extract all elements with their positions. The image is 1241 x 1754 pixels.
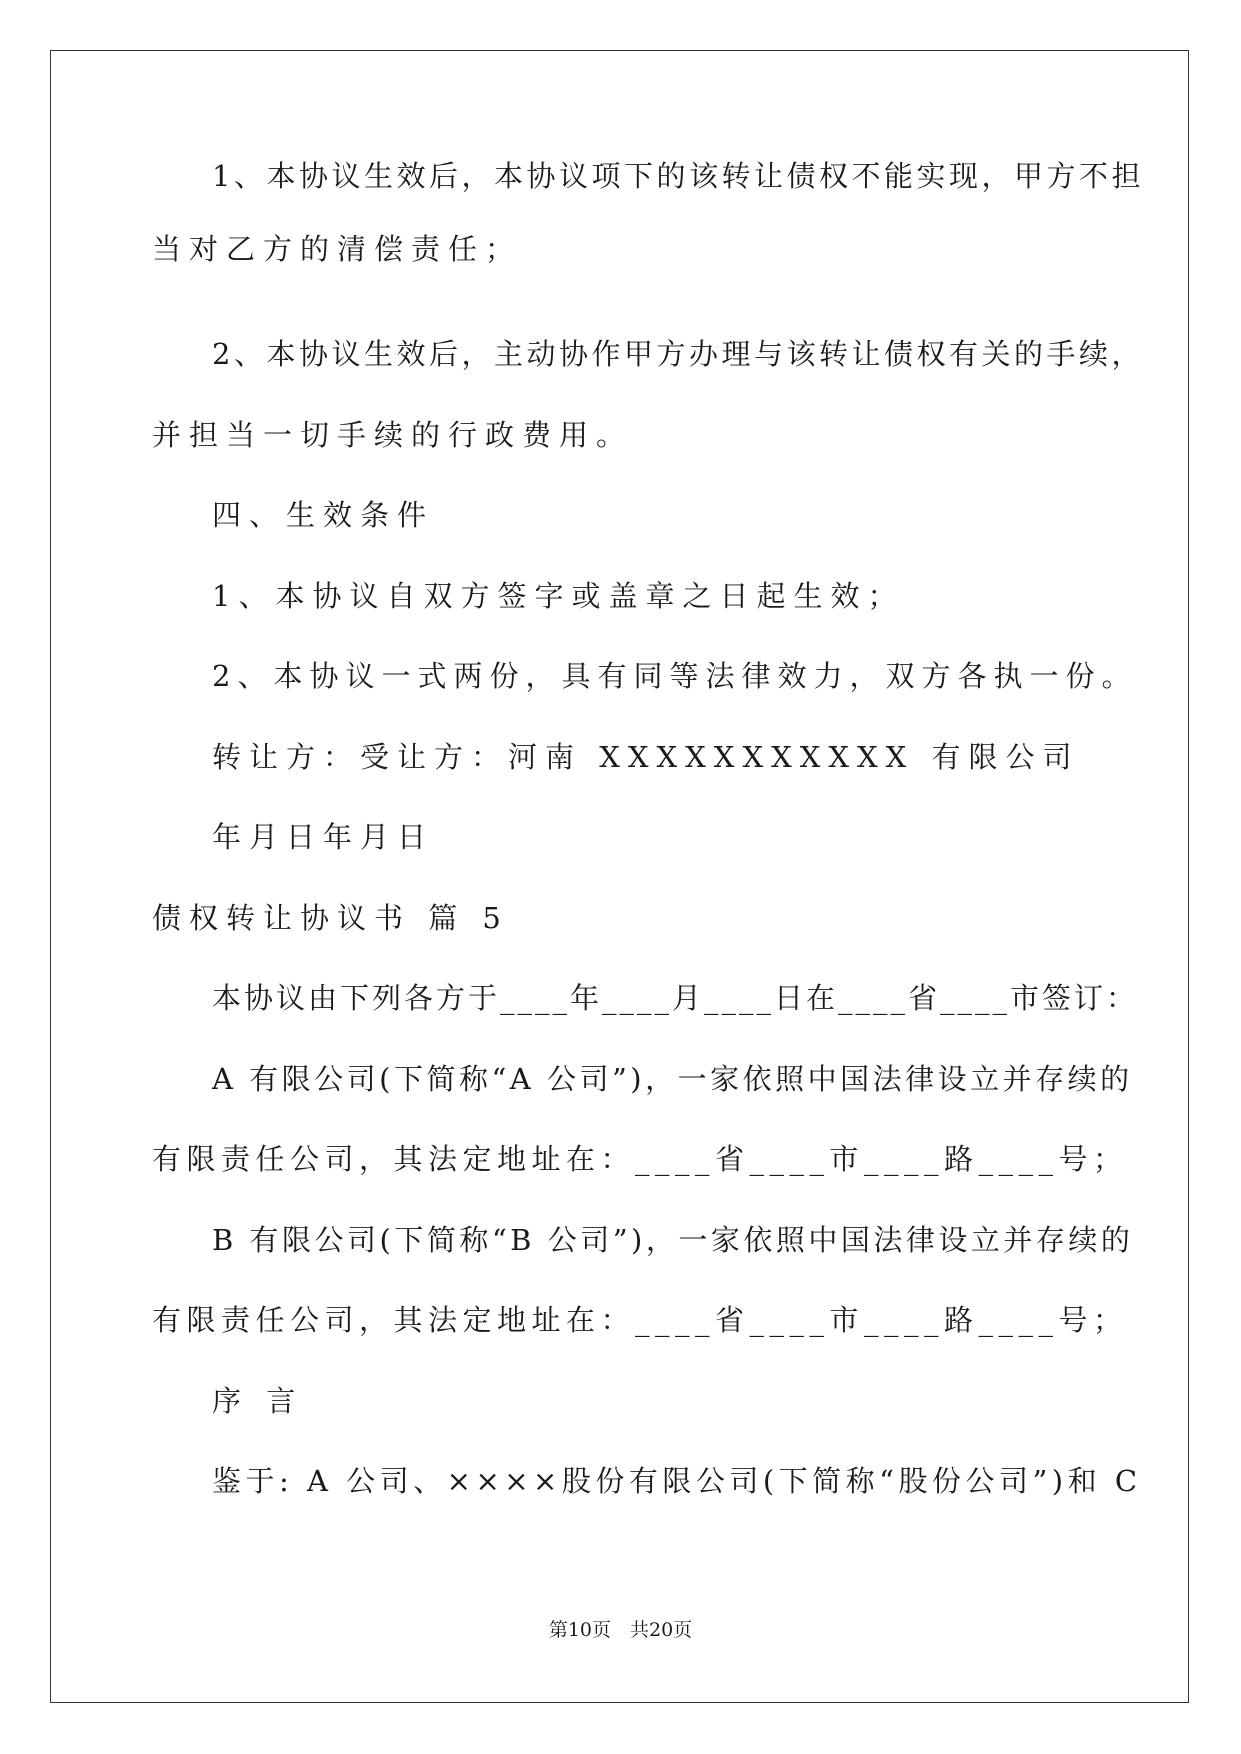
paragraph-line: 并担当一切手续的行政费用。 [152, 418, 634, 452]
paragraph-line: 有限责任公司，其法定地址在：____省____市____路____号； [152, 1142, 1128, 1176]
date-line: 年月日年月日 [212, 820, 435, 854]
paragraph-line: 2、本协议生效后，主动协作甲方办理与该转让债权有关的手续， [212, 337, 1144, 371]
paragraph-line: 2、本协议一式两份，具有同等法律效力，双方各执一份。 [212, 659, 1138, 693]
section-heading: 序 言 [212, 1384, 304, 1418]
paragraph-line: 当对乙方的清偿责任； [152, 232, 523, 266]
section-heading: 四、生效条件 [212, 498, 435, 532]
page-number: 第10页 共20页 [548, 1619, 693, 1641]
paragraph-line: 鉴于: A 公司、××××股份有限公司(下简称“股份公司”)和 C [212, 1464, 1142, 1498]
paragraph-line: 本协议由下列各方于____年____月____日在____省____市签订： [212, 981, 1139, 1015]
signature-line: 转让方：受让方：河南 XXXXXXXXXXX 有限公司 [212, 740, 1080, 774]
paragraph-line: 1、本协议自双方签字或盖章之日起生效； [212, 579, 905, 613]
paragraph-line: 有限责任公司，其法定地址在：____省____市____路____号； [152, 1303, 1128, 1337]
paragraph-line: 1、本协议生效后，本协议项下的该转让债权不能实现，甲方不担 [212, 159, 1144, 193]
paragraph-line: A 有限公司(下简称“A 公司”)，一家依照中国法律设立并存续的 [212, 1062, 1133, 1096]
document-title: 债权转让协议书 篇 5 [152, 901, 509, 935]
page-border [50, 50, 1189, 1703]
paragraph-line: B 有限公司(下简称“B 公司”)，一家依照中国法律设立并存续的 [212, 1223, 1134, 1257]
